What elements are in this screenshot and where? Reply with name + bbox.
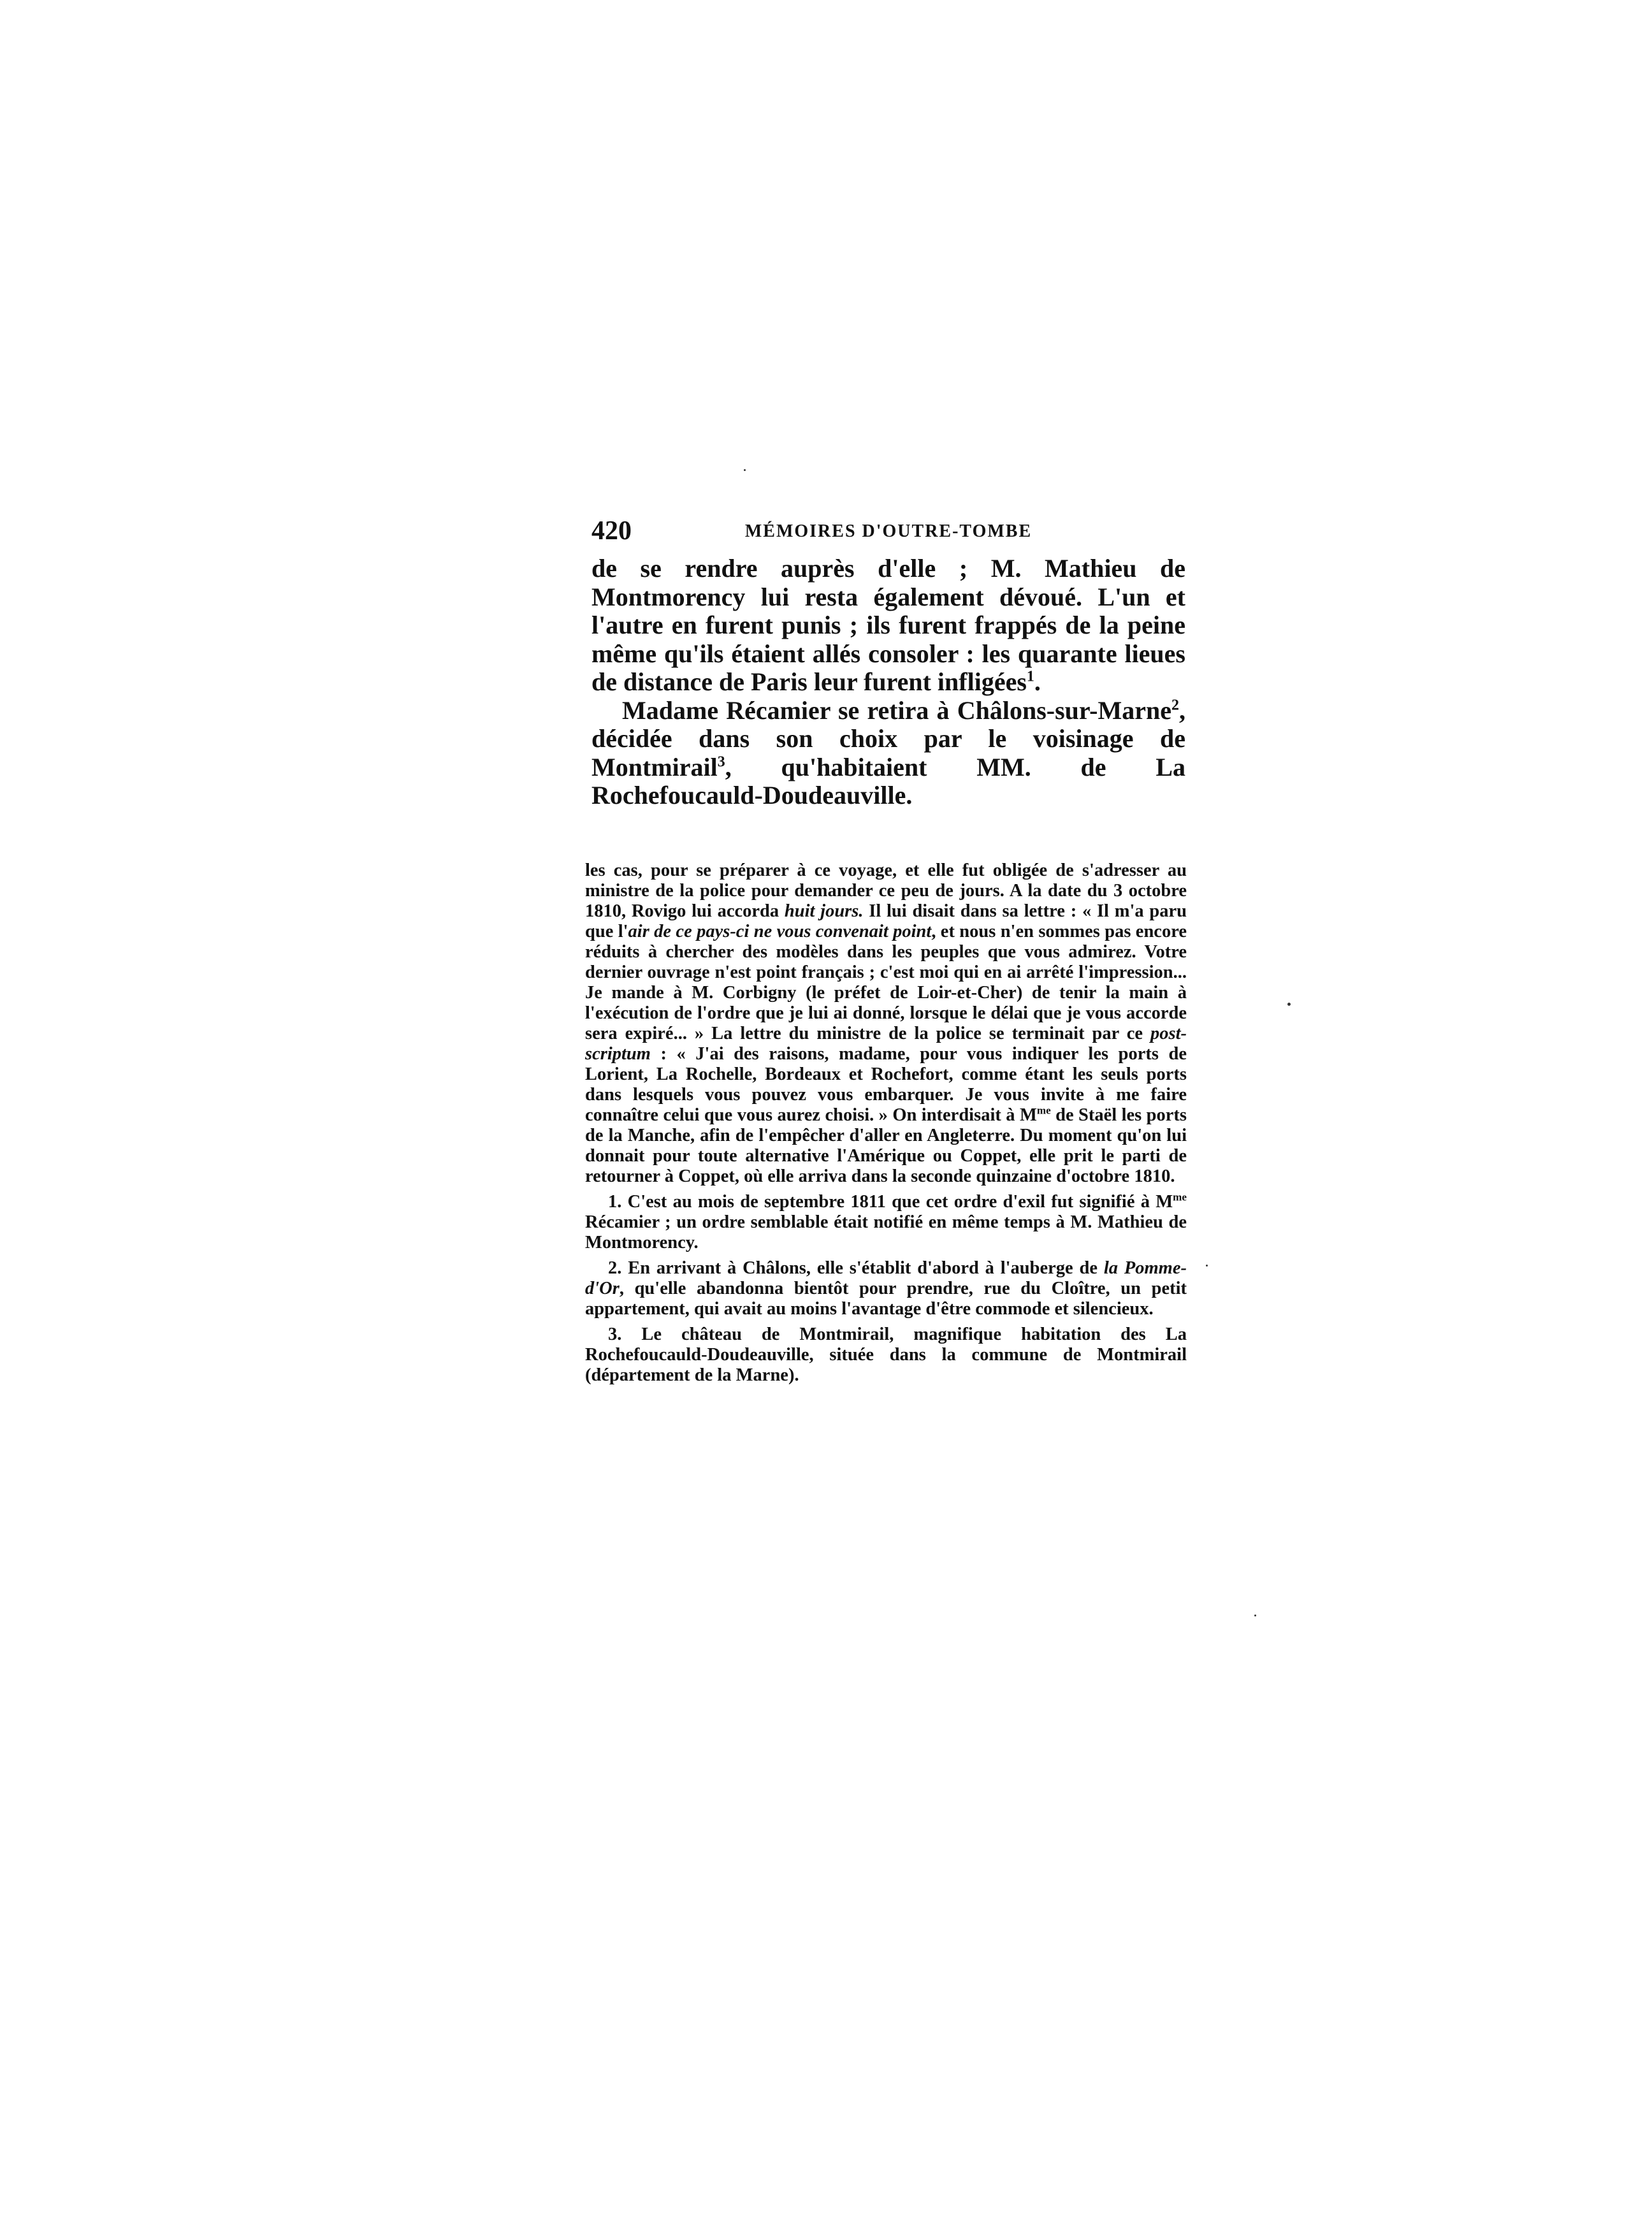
- footnote-2: 2. En arrivant à Châlons, elle s'établit d'abord à l'auberge de la Pomme-d'Or, qu'elle abandonna bientôt pour prendre, rue du Cloître, un petit appartement, qui avait au moins l'avantage d'être commode et silencieux.: [585, 1258, 1187, 1319]
- footnote-3: 3. Le château de Montmirail, magnifique habitation des La Rochefoucauld-Doudeauville, située dans la commune de Montmirail (département de la Marne).: [585, 1325, 1187, 1385]
- footnote-continuation: les cas, pour se préparer à ce voyage, et elle fut obligée de s'adresser au ministre de la police pour demander ce peu de jours. A la date du 3 octobre 1810, Rovigo lui accorda huit jours. Il lui disait dans sa lettre : « Il m'a paru que l'air de ce pays-ci ne vous convenait point, et nous n'en sommes pas encore réduits à chercher des modèles dans les peuples que vous admirez. Votre dernier ouvrage n'est point français ; c'est moi qui en ai arrêté l'impression... Je mande à M. Corbigny (le préfet de Loir-et-Cher) de tenir la main à l'exécution de l'ordre que je lui ai donné, lorsque le délai que je vous accorde sera expiré... » La lettre du ministre de la police se terminait par ce post-scriptum : « J'ai des raisons, madame, pour vous indiquer les ports de Lorient, La Rochelle, Bordeaux et Rochefort, comme étant les seuls ports dans lesquels vous pouvez vous embarquer. Je vous invite à me faire connaître celui que vous aurez choisi. » On interdisait à $M^{me}$ de Staël les ports de la Manche, afin de l'empêcher d'aller en Angleterre. Du moment qu'on lui donnait pour toute alternative l'Amérique ou Coppet, elle prit le parti de retourner à Coppet, où elle arriva dans la seconde quinzaine d'octobre 1810.: [585, 860, 1187, 1186]
- paragraph-continued: de se rendre auprès d'elle ; M. Mathieu de Montmorency lui resta également dévoué. L'un et l'autre en furent punis ; ils furent frappés de la peine même qu'ils étaient allés consoler : les quarante lieues de distance de Paris leur furent infligées$^1$.: [591, 554, 1185, 696]
- footnote-ref-2: 2: [1171, 697, 1179, 714]
- ink-speck: [1287, 1003, 1291, 1006]
- ink-speck: [1206, 1265, 1208, 1267]
- footnote-ref-1: 1: [1026, 668, 1034, 685]
- page-number: 420: [591, 516, 632, 546]
- running-title: MÉMOIRES D'OUTRE-TOMBE: [744, 521, 1032, 541]
- paragraph-recamier: Madame Récamier se retira à Châlons-sur-Marne$^2$, décidée dans son choix par le voisinage de Montmirail$^3$, qu'habitaient MM. de La Rochefoucauld-Doudeauville.: [591, 695, 1185, 809]
- main-text: [591, 555, 1185, 810]
- page-header: [591, 515, 1185, 547]
- footnote-ref-3: 3: [717, 753, 725, 771]
- ink-speck: [1254, 1615, 1256, 1616]
- ink-speck: [744, 469, 746, 471]
- footnote-1: 1. C'est au mois de septembre 1811 que cet ordre d'exil fut signifié à $M^{me}$ Récamier ; un ordre semblable était notifié en même temps à M. Mathieu de Montmorency.: [585, 1191, 1187, 1252]
- footnotes: [585, 860, 1187, 1386]
